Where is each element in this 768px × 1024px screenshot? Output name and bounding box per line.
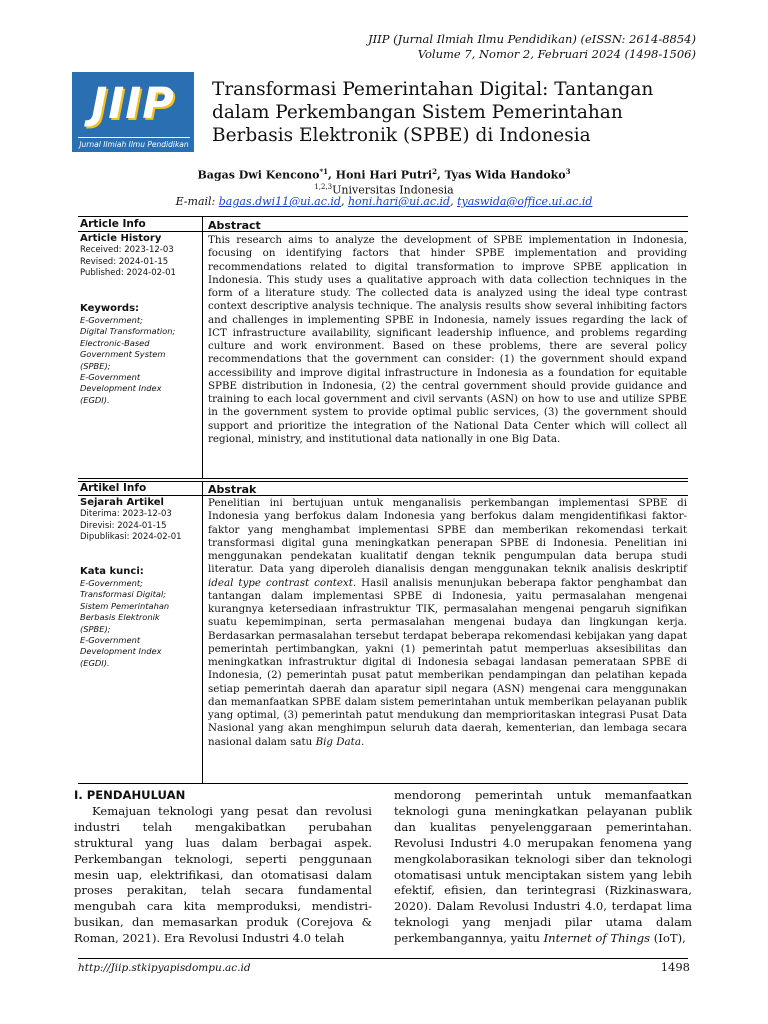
author-mark: *1 <box>319 167 328 176</box>
keyword: Digital Transformation; <box>80 326 176 337</box>
divider <box>78 783 688 784</box>
footer-url[interactable]: http://Jiip.stkipyapisdompu.ac.id <box>78 962 251 974</box>
keyword: E-Government <box>80 372 141 383</box>
keyword: Development Index <box>80 383 162 394</box>
email-label: E-mail: <box>175 195 216 208</box>
keywords-label: Kata kunci: <box>80 566 144 577</box>
revised-date: Revised: 2024-01-15 <box>80 256 169 267</box>
keyword: (SPBE); <box>80 360 111 371</box>
published-date: Published: 2024-02-01 <box>80 268 176 279</box>
running-head <box>368 32 696 62</box>
divider <box>78 495 688 496</box>
received-date: Diterima: 2023-12-03 <box>80 509 172 519</box>
author-list: Bagas Dwi Kencono$^{*1}$, Honi Hari Putri$^2$, Tyas Wida Handoko$^3$ <box>197 167 571 182</box>
author-mark: 2 <box>432 167 437 176</box>
keyword: Development Index <box>80 646 162 657</box>
article-info-label: Article Info <box>80 218 146 230</box>
published-date: Dipublikasi: 2024-02-01 <box>80 532 182 543</box>
footer-divider <box>78 958 688 959</box>
keyword: (EGDI). <box>80 657 110 668</box>
keywords-label: Keywords: <box>80 303 140 314</box>
journal-logo <box>72 72 194 152</box>
keyword: Electronic-Based <box>80 337 150 348</box>
abstract-heading: Abstract <box>208 219 261 232</box>
abstrak-text <box>208 497 687 749</box>
received-date: Received: 2023-12-03 <box>80 245 174 255</box>
paper-title: Transformasi Pemerintahan Digital: Tantangan dalam Perkembangan Sistem Pemerintahan Berbasis Elektronik (SPBE) di Indonesia <box>212 79 654 146</box>
page-number: 1498 <box>660 960 690 974</box>
author-mark: 3 <box>565 167 571 176</box>
keyword: Berbasis Elektronik <box>80 612 160 623</box>
body-emphasis: Internet of Things <box>543 931 651 946</box>
history-label: Article History <box>80 233 162 244</box>
keyword: (SPBE); <box>80 623 111 634</box>
column-divider <box>202 216 203 478</box>
logo-subtitle: Jurnal Ilmiah Ilmu Pendidikan <box>78 137 190 149</box>
body-paragraph: Kemajuan teknologi yang pesat dan revolusi industri telah mengakibatkan perubahan struktural yang luas dalam berbagai aspek. Perkembangan teknologi, seperti penggunaan mesin uap, elektrifikasi, dan otomatisasi dalam proses perakitan, telah secara fundamental mengubah cara kita memproduksi, mendistri-busikan, dan memasarkan produk (Corejova & Roman, 2021). Era Revolusi Industri 4.0 telah <box>74 803 372 946</box>
column-divider <box>202 481 203 783</box>
body-paragraph: mendorong pemerintah untuk memanfaatkan teknologi guna meningkatkan pelayanan publik dan kualitas penyelenggaraan pemerintahan. Revolusi Industri 4.0 merupakan fenomena yang mengkolaborasikan teknologi siber dan teknologi otomatisasi untuk menciptakan sistem yang lebih efektif, efisien, dan terintegrasi (Rizkinaswara, 2020). Dalam Revolusi Industri 4.0, terdapat lima teknologi yang menjadi pilar utama dalam perkembangannya, yaitu <box>394 788 692 946</box>
keywords-block <box>80 303 198 406</box>
author-name: Tyas Wida Handoko <box>444 168 566 182</box>
section-heading: I. PENDAHULUAN <box>74 788 186 802</box>
sejarah-artikel <box>80 497 198 544</box>
keyword: E-Government; <box>80 315 143 325</box>
abstrak-emphasis: ideal type contrast context <box>208 576 353 589</box>
journal-citation: JIIP (Jurnal Ilmiah Ilmu Pendidikan) (eISSN: 2614-8854) <box>368 32 696 46</box>
abstrak-part: Penelitian ini bertujuan untuk menganalisis perkembangan implementasi SPBE di Indonesia yang berfokus dalam Indonesia yang berfokus dalam mengidentifikasi faktor-faktor yang menghambat implementasi SPBE dan memberikan rekomendasi terkait transformasi digital guna meningkatkan penerapan SPBE di Indonesia. Penelitian ini menggunakan pendekatan kualitatif dengan teknik pengumpulan data berupa studi literatur. Data yang diperoleh dianalisis dengan menggunakan teknik analisis deskriptif <box>208 497 687 576</box>
keyword: Government System <box>80 349 166 360</box>
divider <box>78 478 688 479</box>
journal-volume: Volume 7, Nomor 2, Februari 2024 (1498-1506) <box>417 47 696 61</box>
affiliation-marks: 1,2,3 <box>314 183 333 191</box>
abstrak-emphasis: Big Data <box>315 735 361 748</box>
email-link[interactable]: honi.hari@ui.ac.id <box>347 195 451 208</box>
keyword: Sistem Pemerintahan <box>80 600 170 611</box>
logo-wordmark: JIIP <box>91 79 175 129</box>
keyword: E-Government <box>80 635 141 646</box>
email-link[interactable]: tyaswida@office.ui.ac.id <box>457 195 593 208</box>
keyword: (EGDI). <box>80 394 110 405</box>
body-column-left <box>74 788 372 947</box>
kata-kunci-block <box>80 566 198 669</box>
history-label: Sejarah Artikel <box>80 497 164 508</box>
article-history <box>80 233 198 280</box>
keyword: E-Government; <box>80 578 143 588</box>
abstrak-part: . <box>360 735 365 748</box>
abstrak-heading: Abstrak <box>208 483 257 496</box>
revised-date: Direvisi: 2024-01-15 <box>80 520 167 531</box>
author-name: Honi Hari Putri <box>335 168 433 182</box>
divider <box>78 216 688 217</box>
abstrak-part: . Hasil analisis menunjukan beberapa faktor penghambat dan tantangan dalam implementasi SPBE di Indonesia, yaitu permasalahan mengenai kurangnya ketersediaan infrastruktur TIK, permasalahan mengenai pengaruh signifikan suatu kepemimpinan, serta permasalahan mengenai budaya dan lingkungan kerja. Berdasarkan permasalahan tersebut terdapat beberapa rekomendasi kebijakan yang dapat pemerintah pertimbangkan, yakni (1) pemerintah patut memperluas aksesibilitas dan meningkatkan infrastruktur digital di Indonesia sebagai landasan pemerataan SPBE di Indonesia, (2) pemerintah pusat patut memberikan pendampingan dan pelatihan kepada setiap pemerintah daerah dan aparatur sipil negara (ASN) mengenai cara menggunakan dan memanfaatkan SPBE dalam sistem pemerintahan untuk memberikan pelayanan publik yang optimal, (3) pemerintah patut mendukung dan memprioritaskan integrasi Pusat Data Nasional yang akan menghimpun seluruh data daerah, kementerian, dan lembaga secara nasional dalam satu <box>208 576 687 748</box>
author-name: Bagas Dwi Kencono <box>197 168 320 182</box>
abstract-text: This research aims to analyze the development of SPBE implementation in Indonesia, focusing on identifying factors that hinder SPBE implementation and providing recommendations related to digital transformation to improve SPBE application in Indonesia. This study uses a qualitative approach with data collection techniques in the form of a literature study. The collected data is analyzed using the ideal type contrast context descriptive analysis technique. The analysis results show several inhibiting factors and challenges in implementing SPBE in Indonesia, namely issues regarding the lack of ICT infrastructure availability, significant leadership influence, and problems regarding culture and work environment. Based on these problems, there are several policy recommendations that the government can consider: (1) the government should expand accessibility and improve digital infrastructure in Indonesia as a foundation for equitable SPBE distribution in Indonesia, (2) the central government should provide guidance and training to each local government and civil servants (ASN) on how to use and utilize SPBE in the government system to provide optimal public services, (3) the government should support and prioritize the integration of the National Data Center which will collect all regional, ministry, and institutional data nationally in one Big Data. <box>208 234 687 445</box>
email-link[interactable]: bagas.dwi11@ui.ac.id <box>218 195 341 208</box>
affiliation-name: Universitas Indonesia <box>332 183 454 197</box>
keyword: Transformasi Digital; <box>80 589 167 600</box>
divider <box>78 231 688 232</box>
artikel-info-label: Artikel Info <box>80 482 147 494</box>
body-column-right <box>394 788 692 947</box>
body-paragraph-end: (IoT), <box>650 931 686 946</box>
email-line: E-mail: bagas.dwi11@ui.ac.id, honi.hari@ui.ac.id, tyaswida@office.ui.ac.id <box>175 195 593 208</box>
